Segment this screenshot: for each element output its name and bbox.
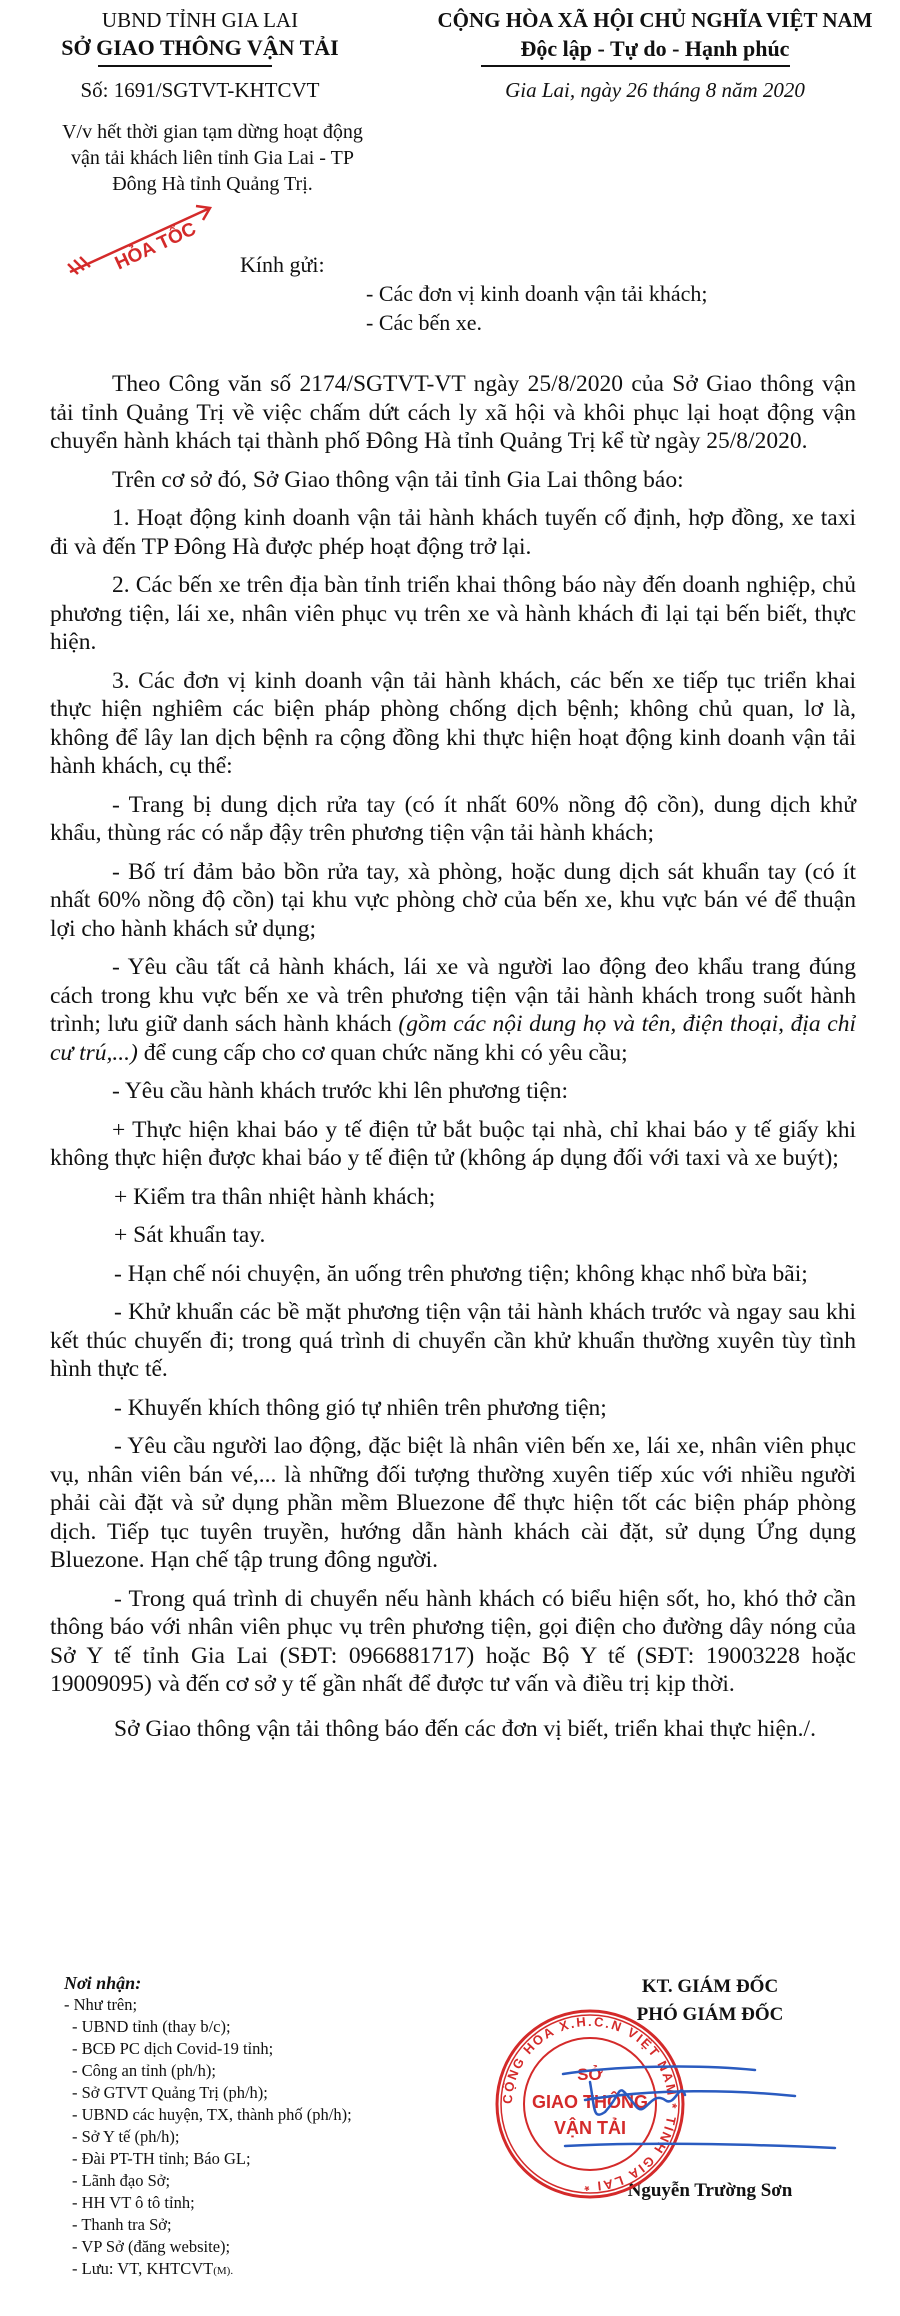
subject	[40, 119, 385, 197]
paragraph: 3. Các đơn vị kinh doanh vận tải hành khách, các bến xe tiếp tục triển khai thực hiện nghiêm các biện pháp phòng chống dịch bệnh; không chủ quan, lơ là, không để lây lan dịch bệnh ra cộng đồng khi thực hiện hoạt động kinh doanh vận tải hành khách, cụ thể:	[50, 667, 856, 779]
paragraph: 2. Các bến xe trên địa bàn tỉnh triển khai thông báo này đến doanh nghiệp, chủ phương tiện, lái xe, nhân viên phục vụ trên xe và hành khách đi lại tại bến biết, thực hiện.	[50, 572, 856, 655]
recipient-item: - Công an tỉnh (ph/h);	[72, 2061, 216, 2080]
country-name: CỘNG HÒA XÃ HỘI CHỦ NGHĨA VIỆT NAM	[437, 8, 873, 32]
paragraph: 1. Hoạt động kinh doanh vận tải hành khách tuyến cố định, hợp đồng, xe taxi đi và đến TP Đông Hà được phép hoạt động trở lại.	[50, 505, 856, 560]
signature-position: PHÓ GIÁM ĐỐC	[636, 2004, 784, 2025]
seal-ring-text: CỘNG HÒA X.H.C.N VIỆT NAM * TỈNH GIA LAI *	[499, 2013, 681, 2195]
paragraph: + Sát khuẩn tay.	[114, 1222, 266, 1248]
italic-text-run: (gồm các nội dung họ và tên, điện thoại, địa chỉ cư trú,...)	[50, 1011, 856, 1066]
recipients-title: Nơi nhận:	[64, 1973, 142, 1993]
signature-title: KT. GIÁM ĐỐC	[641, 1976, 779, 1997]
paragraph: - Trang bị dung dịch rửa tay (có ít nhất 60% nồng độ cồn), dung dịch khử khẩu, thùng rác có nắp đậy trên phương tiện vận tải hành khách;	[50, 791, 856, 846]
paragraph: - Trong quá trình di chuyển nếu hành khách có biểu hiện sốt, ho, khó thở cần thông báo với nhân viên phục vụ trên phương tiện, gọi điện cho đường dây nóng của Sở Y tế tỉnh Gia Lai (SĐT: 0966881717) hoặc Bộ Y tế (SĐT: 19003228 hoặc 19009095) và đến cơ sở y tế gần nhất để được tư vấn và điều trị kịp thời.	[50, 1585, 856, 1697]
recipient-item: - BCĐ PC dịch Covid-19 tỉnh;	[72, 2039, 274, 2058]
doc-number: Số: 1691/SGTVT-KHTCVT	[80, 78, 320, 102]
subject-line: Đông Hà tỉnh Quảng Trị.	[112, 173, 313, 195]
agency-parent: UBND TỈNH GIA LAI	[101, 8, 299, 32]
addressee-list	[366, 279, 708, 337]
paragraph	[50, 953, 856, 1067]
recipient-item: - Sở Y tế (ph/h);	[72, 2127, 180, 2146]
recipient-item: - Lãnh đạo Sở;	[72, 2171, 171, 2190]
recipient-item: - VP Sở (đăng website);	[72, 2237, 231, 2256]
urgent-stamp-text: HỎA TỐC	[111, 218, 200, 275]
paragraph: Trên cơ sở đó, Sở Giao thông vận tải tỉnh Gia Lai thông báo:	[112, 466, 684, 493]
subject-line: vận tải khách liên tỉnh Gia Lai - TP	[71, 147, 354, 169]
addressee-item: - Các bến xe.	[366, 310, 483, 335]
seal-center-text: VẬN TẢI	[554, 2118, 626, 2138]
addressee-label: Kính gửi:	[240, 252, 325, 277]
document-body	[50, 370, 856, 1753]
recipient-item: - UBND tỉnh (thay b/c);	[72, 2017, 231, 2036]
paragraph: - Hạn chế nói chuyện, ăn uống trên phương tiện; không khạc nhổ bừa bãi;	[114, 1260, 808, 1287]
text-run: để cung cấp cho cơ quan chức năng khi có yêu cầu;	[137, 1039, 628, 1066]
paragraph: + Thực hiện khai báo y tế điện tử bắt buộc tại nhà, chỉ khai báo y tế giấy khi không thực hiện được khai báo y tế điện tử (không áp dụng đối với taxi và xe buýt);	[50, 1116, 856, 1171]
recipient-item: - Sở GTVT Quảng Trị (ph/h);	[72, 2083, 268, 2102]
paragraph: - Khử khuẩn các bề mặt phương tiện vận tải hành khách trước và ngay sau khi kết thúc chuyến đi; trong quá trình di chuyển cần khử khuẩn thường xuyên tùy tình hình thực tế.	[50, 1299, 856, 1382]
text-run: - Yêu cầu tất cả hành khách, lái xe và người lao động đeo khẩu trang đúng cách trong khu vực bến xe và trên phương tiện vận tải hành khách trong suốt hành trình; lưu giữ danh sách hành khách	[50, 954, 856, 1037]
paragraph: Theo Công văn số 2174/SGTVT-VT ngày 25/8/2020 của Sở Giao thông vận tải tỉnh Quảng Trị về việc chấm dứt cách ly xã hội và khôi phục lại hoạt động vận chuyển hành khách tại thành phố Đông Hà tỉnh Quảng Trị kể từ ngày 25/8/2020.	[50, 371, 856, 454]
addressee-item: - Các đơn vị kinh doanh vận tải khách;	[366, 281, 708, 306]
paragraph: + Kiểm tra thân nhiệt hành khách;	[114, 1183, 436, 1210]
urgent-stamp	[60, 200, 220, 280]
paragraph: - Khuyến khích thông gió tự nhiên trên phương tiện;	[114, 1394, 607, 1421]
recipient-item-text: - Lưu: VT, KHTCVT	[72, 2259, 214, 2278]
handwritten-signature	[555, 2050, 855, 2160]
paragraph: - Yêu cầu hành khách trước khi lên phương tiện:	[112, 1078, 569, 1104]
signer-name: Nguyễn Trường Sơn	[627, 2180, 793, 2201]
recipient-item: - Như trên;	[64, 1995, 138, 2014]
motto-underline	[481, 65, 790, 67]
recipients-block	[64, 1972, 352, 2282]
place-date: Gia Lai, ngày 26 tháng 8 năm 2020	[505, 78, 805, 102]
recipient-item: - Đài PT-TH tỉnh; Báo GL;	[72, 2149, 251, 2168]
recipient-suffix: (M).	[213, 2265, 234, 2277]
recipient-item: - Thanh tra Sở;	[72, 2215, 172, 2234]
seal-center-text: GIAO THÔNG	[532, 2092, 648, 2112]
recipient-item: - UBND các huyện, TX, thành phố (ph/h);	[72, 2105, 352, 2124]
agency-name: SỞ GIAO THÔNG VẬN TẢI	[61, 35, 339, 60]
seal-center-text: SỞ	[577, 2065, 603, 2084]
recipient-item: - HH VT ô tô tỉnh;	[72, 2193, 195, 2212]
paragraph: - Bố trí đảm bảo bồn rửa tay, xà phòng, hoặc dung dịch sát khuẩn tay (có ít nhất 60% nồng độ cồn) tại khu vực phòng chờ của bến xe, khu vực bán vé để thuận lợi cho hành khách sử dụng;	[50, 858, 856, 942]
paragraph: - Yêu cầu người lao động, đặc biệt là nhân viên bến xe, lái xe, nhân viên phục vụ, nhân viên bán vé,... là những đối tượng thường xuyên tiếp xúc với nhiều người phải cài đặt và sử dụng phần mềm Bluezone để thực hiện tốt các biện pháp phòng dịch. Tiếp tục tuyên truyền, hướng dẫn hành khách cài đặt, sử dụng Ứng dụng Bluezone. Hạn chế tập trung đông người.	[50, 1433, 856, 1573]
subject-line: V/v hết thời gian tạm dừng hoạt động	[62, 121, 363, 143]
recipient-item	[64, 2258, 352, 2282]
motto: Độc lập - Tự do - Hạnh phúc	[520, 36, 790, 61]
closing-paragraph: Sở Giao thông vận tải thông báo đến các đơn vị biết, triển khai thực hiện./.	[114, 1715, 816, 1742]
agency-underline	[98, 65, 272, 67]
